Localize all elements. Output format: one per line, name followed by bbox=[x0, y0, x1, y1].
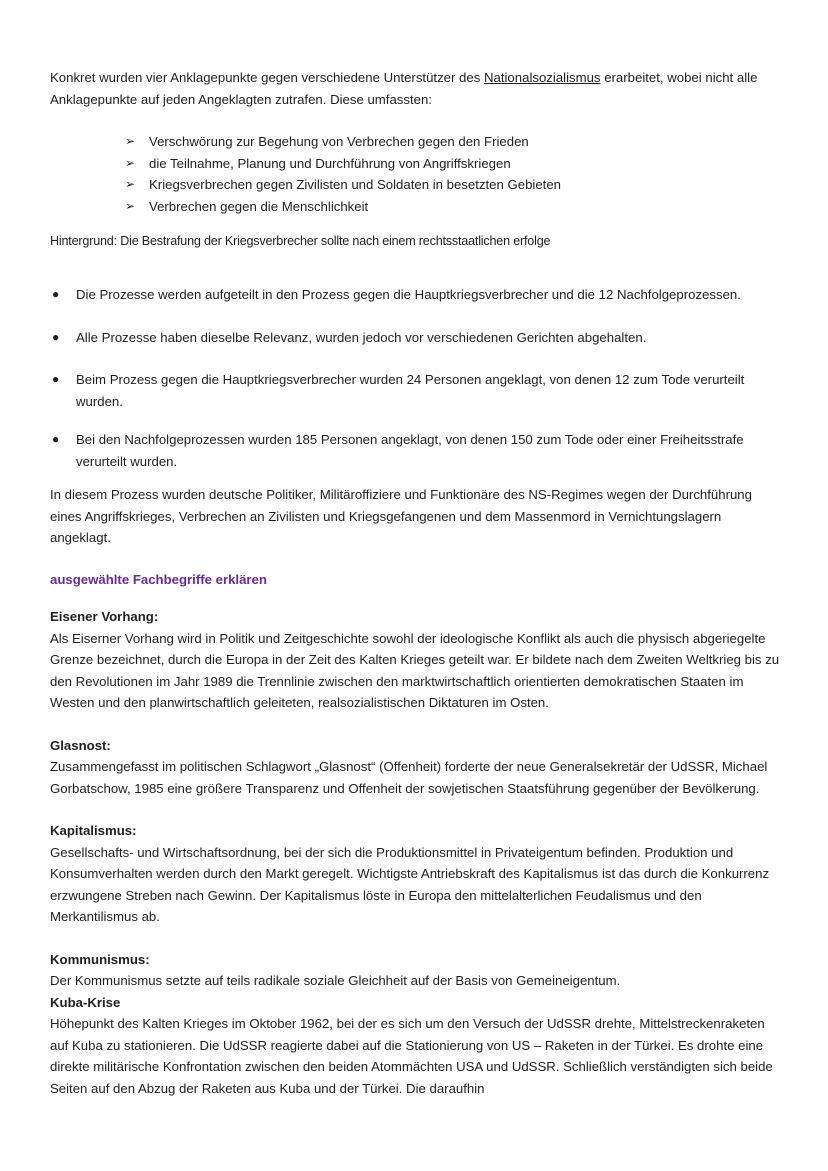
list-item-text: Beim Prozess gegen die Hauptkriegsverbrecher wurden 24 Personen angeklagt, von denen 12 zum Tode verurteilt wurden. bbox=[76, 372, 745, 409]
charge-text: Kriegsverbrechen gegen Zivilisten und Soldaten in besetzten Gebieten bbox=[149, 177, 562, 192]
list-item bbox=[50, 284, 780, 306]
arrow-bullet-icon: ➢ bbox=[125, 134, 136, 148]
charge-text: Verschwörung zur Begehung von Verbrechen gegen den Frieden bbox=[149, 134, 529, 149]
arrow-bullet-icon: ➢ bbox=[125, 177, 136, 191]
charges-list bbox=[125, 131, 765, 217]
term-definition: Zusammengefasst im politischen Schlagwort „Glasnost“ (Offenheit) forderte der neue Generalsekretär der UdSSR, Michael Gorbatschow, 1985 eine größere Transparenz und Offenheit der sowjetischen Staatsführung gegenüber der Bevölkerung. bbox=[50, 759, 768, 796]
charge-text: Verbrechen gegen die Menschlichkeit bbox=[149, 198, 369, 214]
term-definition: Höhepunkt des Kalten Krieges im Oktober 1962, bei der es sich um den Versuch der UdSSR drehte, Mittelstreckenraketen auf Kuba zu stationieren. Die UdSSR reagierte dabei auf die Stationierung von US – Raketen in der Türkei. Es drohte eine direkte militärische Konfrontation zwischen den beiden Atommächten USA und UdSSR. Schließlich verständigten sich beide Seiten auf den Abzug der Raketen aus Kuba und der Türkei. Die daraufhin bbox=[50, 1016, 773, 1096]
arrow-bullet-icon: ➢ bbox=[125, 155, 136, 170]
list-item-text: Bei den Nachfolgeprozessen wurden 185 Personen angeklagt, von denen 150 zum Tode oder einer Freiheitsstrafe verurteilt wurden. bbox=[76, 432, 744, 469]
list-item bbox=[50, 369, 780, 412]
document-page bbox=[50, 67, 780, 1096]
term-definition: Gesellschafts- und Wirtschaftsordnung, bei der sich die Produktionsmittel in Privateigentum befinden. Produktion und Konsumverhalten werden durch den Markt geregelt. Wichtigste Antriebskraft des Kapitalismus ist das durch die Konkurrenz erzwungene Streben nach Gewinn. Der Kapitalismus löste in Europa den mittelalterlichen Feudalismus und den Merkantilismus ab. bbox=[50, 844, 770, 924]
term-title: Kapitalismus: bbox=[50, 823, 137, 838]
term-definition: Als Eiserner Vorhang wird in Politik und Zeitgeschichte sowohl der ideologische Konflikt als auch die physisch abgeriegelte Grenze bezeichnet, durch die Europa in der Zeit des Kalten Krieges geteilt war. Er bildete nach dem Zweiten Weltkrieg bis zu den Revolutionen im Jahr 1989 die Trennlinie zwischen den marktwirtschaftlich orientierten demokratischen Staaten im Westen und den planwirtschaftlich geleiteten, realsozialistischen Diktaturen im Osten. bbox=[50, 630, 780, 710]
nationalsozialismus-link[interactable]: Nationalsozialismus bbox=[483, 70, 601, 85]
charge-item bbox=[125, 153, 765, 175]
bullet-dot-icon: ● bbox=[52, 432, 60, 446]
bullet-dot-icon: ● bbox=[52, 372, 60, 386]
term-title: Kuba-Krise bbox=[50, 994, 121, 1010]
background-note: Hintergrund: Die Bestrafung der Kriegsverbrecher sollte nach einem rechtsstaatlichen erfolge bbox=[50, 234, 551, 248]
bullet-dot-icon: ● bbox=[52, 329, 60, 344]
glossary-entry bbox=[50, 820, 780, 928]
list-item bbox=[50, 429, 780, 472]
arrow-bullet-icon: ➢ bbox=[125, 198, 136, 213]
intro-text-after: erarbeitet, wobei nicht alle Anklagepunkte auf jeden Angeklagten zutrafen. Diese umfassten: bbox=[50, 70, 758, 107]
charge-item bbox=[125, 196, 765, 218]
section-heading: ausgewählte Fachbegriffe erklären bbox=[50, 572, 267, 587]
term-title: Eisener Vorhang: bbox=[50, 609, 159, 624]
glossary-entry bbox=[50, 606, 780, 714]
list-item-text: Die Prozesse werden aufgeteilt in den Prozess gegen die Hauptkriegsverbrecher und die 12 Nachfolgeprozessen. bbox=[76, 287, 741, 302]
list-item bbox=[50, 327, 780, 349]
charge-text: die Teilnahme, Planung und Durchführung von Angriffskriegen bbox=[149, 155, 511, 171]
glossary-entry bbox=[50, 949, 780, 992]
glossary-entry bbox=[50, 735, 780, 800]
list-item-text: Alle Prozesse haben dieselbe Relevanz, wurden jedoch vor verschiedenen Gerichten abgehalten. bbox=[76, 329, 647, 345]
trial-facts-list bbox=[50, 284, 780, 472]
term-title: Glasnost: bbox=[50, 737, 111, 753]
charge-item bbox=[125, 174, 765, 196]
intro-text-before: Konkret wurden vier Anklagepunkte gegen verschiedene Unterstützer des bbox=[50, 70, 484, 85]
charge-item bbox=[125, 131, 765, 153]
bullet-dot-icon: ● bbox=[52, 287, 60, 301]
term-definition: Der Kommunismus setzte auf teils radikale soziale Gleichheit auf der Basis von Gemeineigentum. bbox=[50, 973, 621, 988]
term-title: Kommunismus: bbox=[50, 951, 150, 967]
glossary-entry bbox=[50, 992, 780, 1100]
summary-paragraph: In diesem Prozess wurden deutsche Politiker, Militäroffiziere und Funktionäre des NS-Regimes wegen der Durchführung eines Angriffskrieges, Verbrechen an Zivilisten und Kriegsgefangenen und dem Massenmord in Vernichtungslagern angeklagt. bbox=[50, 487, 752, 545]
glossary bbox=[50, 606, 780, 1099]
intro-paragraph bbox=[50, 67, 780, 110]
